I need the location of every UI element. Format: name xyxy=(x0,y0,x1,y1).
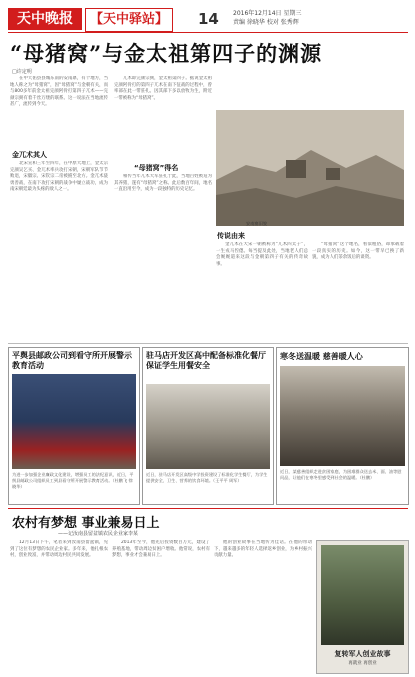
section-title: 【天中驿站】 xyxy=(85,8,173,32)
date-line-2: 责编 徐晓华 校对 张秀辉 xyxy=(233,19,299,26)
section-divider xyxy=(8,343,408,344)
news-1-caption: 为进一步加强企业廉政文化建设，增强员工的法纪意识，近日，平舆县邮政公司组织员工到县看守所开展警示教育活动。（杜鹏飞 徐晓华） xyxy=(12,472,134,489)
feature-col3: 他的创业故事在当地传为佳话。在他的带动下，越来越多的年轻人选择返乡创业，为乡村振兴贡献力量。 xyxy=(214,540,312,559)
photo-caption: 安南寨旧貌 xyxy=(246,221,267,226)
ad-photo xyxy=(321,545,404,645)
article-col2-text: 兀术即完颜宗弼，金太祖第四子。据说金太祖完颜阿骨打的第四子兀术在南下征战的过程中，曾率部在此一带驻扎。因其部下多以放牧为生，附近一带被称为“母猪窝”。 xyxy=(114,76,212,101)
article-col1-text2: 北宋宣和三年至四年，在中原大地上，金太宗完颜吴乞买、金兀术率兵攻打宋朝，宋朝军队节节败退，宋徽宗、宋钦宗二帝被掳至北方。金兀术骁勇善战，在南下攻打宋朝的战争中屡立战功，成为南宋朝廷最为头疼的敌人之一。 xyxy=(10,161,108,193)
article-col3-subhead: 传说由来 xyxy=(217,232,245,240)
news-3-title: 寒冬送温暖 慈善暖人心 xyxy=(280,352,363,361)
article-col1-subhead: 金兀术其人 xyxy=(12,151,47,159)
feature-col2: 2013年至今，他先后投资数百万元，建设了养殖基地，带动周边贫困户增收。他常说，农村有梦想，事业才会兼易日上。 xyxy=(112,540,210,559)
news-2-caption: 近日，驻马店开发区高级中学投资建设了标准化学生餐厅，为学生提供安全、卫生、营养的饮食环境。（王平平 周军） xyxy=(146,472,268,483)
article-col4-text: “母猪窝”这个地名，看似粗俗，却承载着一段真实的历史。如今，这一带早已换了新貌，成为人们茶余饭后的谈资。 xyxy=(312,242,404,261)
article-col3-text: 金兀术在大宋一朝被称为“兀术四太子”，一生戎马倥偬。每当提及此处，当地老人们总会娓娓道来这段与金朝第四子有关的传奇故事。 xyxy=(216,242,308,267)
article-byline: □许定明 xyxy=(12,69,32,75)
article-photo xyxy=(216,110,404,226)
date-line-1: 2016年12月14日 星期三 xyxy=(233,10,302,17)
news-3-photo xyxy=(280,366,405,466)
article-photo-illustration xyxy=(216,110,404,226)
ad-text: 再就业 再创业 xyxy=(348,661,377,666)
date-line xyxy=(233,9,301,27)
masthead-rule xyxy=(8,32,408,33)
feature-col1: 12月13日下午，笔者来到汝南县留盆镇，见到了这位有梦想的农民企业家。多年来，他扎根农村，创业致富，并带动周边村民共同发展。 xyxy=(10,540,108,559)
article-headline: “母猪窝”与金太祖第四子的渊源 xyxy=(10,41,323,66)
newspaper-logo: 天中晚报 xyxy=(8,8,82,30)
news-2-title: 驻马店开发区高中配备标准化餐厅保证学生用餐安全 xyxy=(146,351,266,370)
article-col1-text: 在中天佑县县城东南的安南寨，有个地方，当地人称之为“母猪窝”，因“母猪窝”与金朝有关，而与800多年前金太祖完颜阿骨打第四子兀术——完颜宗弼有着千丝万缕的联系。这一说法在当地流传甚广，流传到今天。 xyxy=(10,76,108,108)
news-3-caption: 近日，某慈善组织走进贫困家庭，为困难群众送去米、面、油等慰问品，让他们在寒冬里感受到社会的温暖。（杜鹏） xyxy=(280,469,402,480)
feature-title: 农村有梦想 事业兼易日上 xyxy=(12,516,160,531)
ad-title: 复转军人创业故事 xyxy=(334,650,391,658)
news-box-3 xyxy=(276,347,409,505)
feature-rule xyxy=(8,508,408,509)
news-box-1 xyxy=(8,347,140,505)
news-2-photo xyxy=(146,384,270,469)
ad-box xyxy=(316,540,409,674)
article-col2-subhead: “母猪窝”得名 xyxy=(134,164,179,172)
feature-subtitle: ——记汝南县留盆镇农民企业家李某 xyxy=(58,531,139,537)
news-1-photo xyxy=(12,374,136,469)
page-number: 14 xyxy=(198,10,219,28)
article-col2-text2: 相传当年兀术大军驻扎于此，当地百姓被迫为其养猪，遂有“母猪窝”之称。此后数百年间，地名一直沿用至今，成为一段独特的历史记忆。 xyxy=(114,174,212,193)
news-box-2 xyxy=(142,347,274,505)
news-1-title: 平舆县邮政公司到看守所开展警示教育活动 xyxy=(12,351,132,370)
